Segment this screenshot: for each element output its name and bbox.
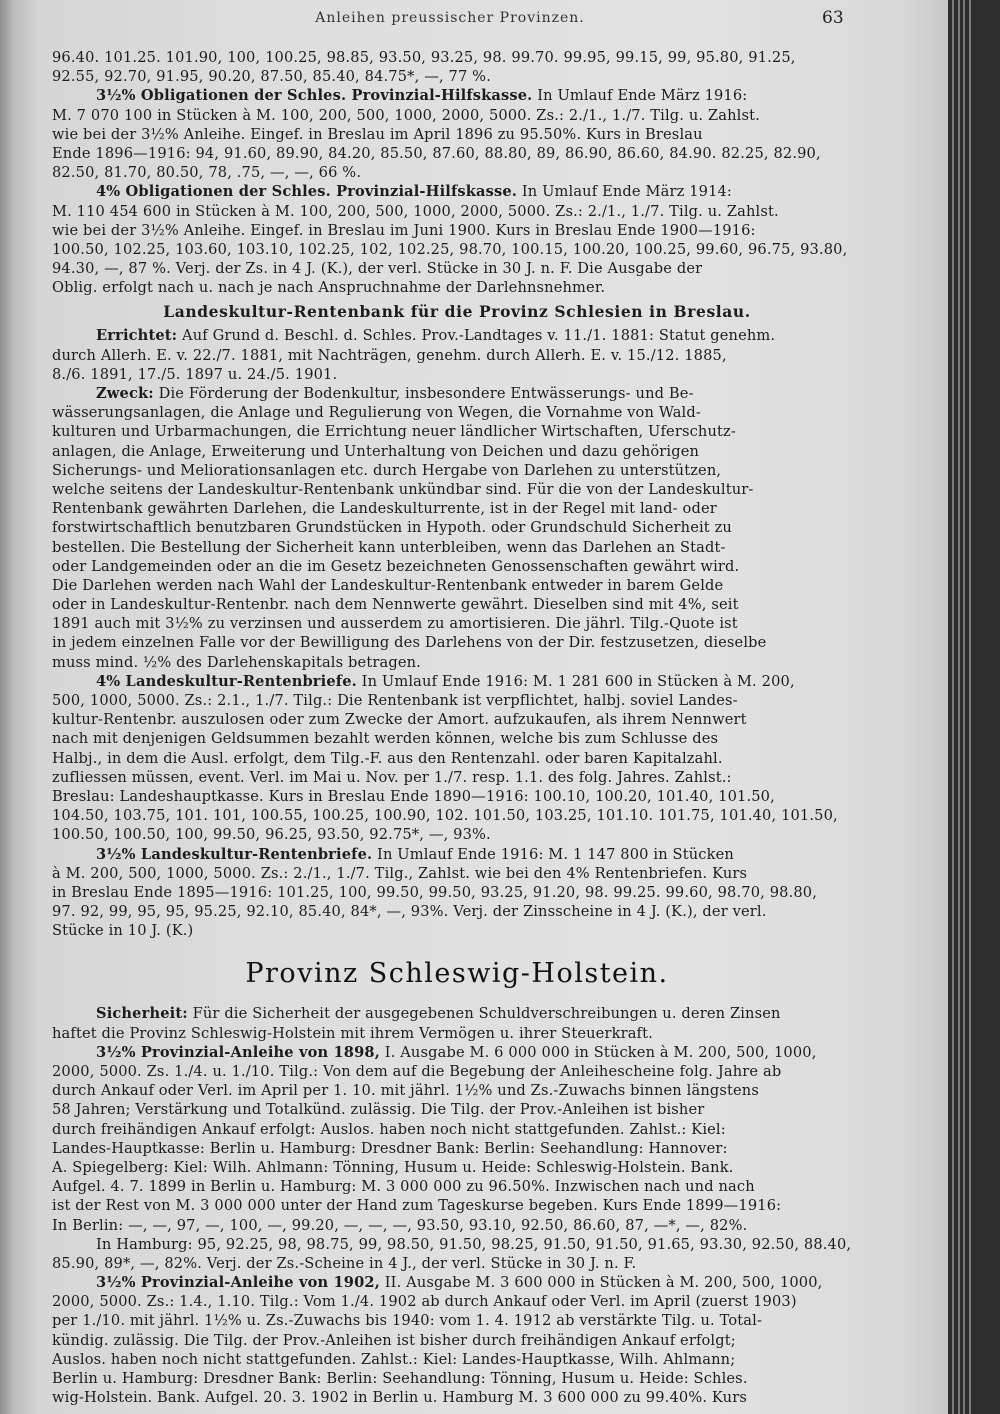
text-line: oder in Landeskultur-Rentenbr. nach dem Nennwerte gewährt. Dieselben sind mit 4%, seit: [52, 596, 739, 614]
text-line: 3½% Obligationen der Schles. Provinzial-Hilfskasse. In Umlauf Ende März 1916:: [96, 87, 748, 105]
running-header: Anleihen preussischer Provinzen.: [315, 10, 585, 26]
text-line: haftet die Provinz Schleswig-Holstein mit ihrem Vermögen u. ihrer Steuerkraft.: [52, 1024, 653, 1042]
text-line: wig-Holstein. Bank. Aufgel. 20. 3. 1902 in Berlin u. Hamburg M. 3 600 000 zu 99.40%. Kurs: [52, 1389, 747, 1407]
text-line: zufliessen müssen, event. Verl. im Mai u. Nov. per 1./7. resp. 1.1. des folg. Jahres. Zahlst.:: [52, 768, 732, 786]
text-line: welche seitens der Landeskultur-Rentenbank unkündbar sind. Für die von der Landeskultur-: [52, 480, 754, 498]
text-line: 97. 92, 99, 95, 95, 95.25, 92.10, 85.40, 84*, —, 93%. Verj. der Zinsscheine in 4 J. (K.), der verl.: [52, 903, 767, 921]
text-line: 1891 auch mit 3½% zu verzinsen und ausserdem zu amortisieren. Die jährl. Tilg.-Quote ist: [52, 615, 738, 633]
text-line: 4% Obligationen der Schles. Provinzial-Hilfskasse. In Umlauf Ende März 1914:: [96, 183, 732, 201]
text-line: Sicherungs- und Meliorationsanlagen etc. durch Hergabe von Darlehen zu unterstützen,: [52, 461, 722, 479]
text-line: à M. 200, 500, 1000, 5000. Zs.: 2./1., 1./7. Tilg., Zahlst. wie bei den 4% Rentenbriefen. Kurs: [52, 864, 748, 882]
heading-obligationen-35: 3½% Obligationen der Schles. Provinzial-Hilfskasse.: [96, 87, 533, 105]
text-line: bestellen. Die Bestellung der Sicherheit kann unterbleiben, wenn das Darlehen an Stadt-: [52, 538, 726, 556]
text-line: 96.40. 101.25. 101.90, 100, 100.25, 98.85, 93.50, 93.25, 98. 99.70. 99.95, 99.15, 99, 95.80, 91.25,: [52, 49, 796, 66]
text-line: A. Spiegelberg: Kiel: Wilh. Ahlmann: Tönning, Husum u. Heide: Schleswig-Holstein. Bank.: [52, 1158, 734, 1176]
text-line: Stücke in 10 J. (K.): [52, 922, 194, 940]
text-line: Oblig. erfolgt nach u. nach je nach Anspruchnahme der Darlehnsnehmer.: [52, 279, 606, 297]
text-line: 94.30, —, 87 %. Verj. der Zs. in 4 J. (K.), der verl. Stücke in 30 J. n. F. Die Ausgabe der: [52, 260, 703, 278]
text-line: muss mind. ½% des Darlehenskapitals betragen.: [52, 653, 421, 671]
section-title-landeskultur: Landeskultur-Rentenbank für die Provinz Schlesien in Breslau.: [163, 302, 751, 322]
text-line: In Berlin: —, —, 97, —, 100, —, 99.20, —, —, —, 93.50, 93.10, 92.50, 86.60, 87, —*, —, 82%.: [52, 1216, 748, 1234]
text-line: durch Ankauf oder Verl. im April per 1. 10. mit jährl. 1½% und Zs.-Zuwachs binnen längstens: [52, 1082, 759, 1100]
text-line: 2000, 5000. Zs.: 1.4., 1.10. Tilg.: Vom 1./4. 1902 ab durch Ankauf oder Verl. im April (zuerst 1903): [52, 1293, 797, 1311]
text-line: 3½% Landeskultur-Rentenbriefe. In Umlauf Ende 1916: M. 1 147 800 in Stücken: [96, 845, 734, 863]
heading-anleihe-1898: 3½% Provinzial-Anleihe von 1898,: [96, 1043, 380, 1061]
text-line: in jedem einzelnen Falle vor der Bewilligung des Darlehens von der Dir. festzusetzen, dieselbe: [52, 634, 767, 652]
text-line: in Breslau Ende 1895—1916: 101.25, 100, 99.50, 99.50, 93.25, 91.20, 98. 99.25. 99.60, 98.70, 98.80,: [52, 883, 818, 901]
text-line: Berlin u. Hamburg: Dresdner Bank: Berlin: Seehandlung: Tönning, Husum u. Heide: Schles.: [52, 1370, 748, 1387]
text-line: Breslau: Landeshauptkasse. Kurs in Breslau Ende 1890—1916: 100.10, 100.20, 101.40, 101.50,: [52, 787, 775, 805]
text-line: oder Landgemeinden oder an die im Gesetz bezeichneten Genossenschaften gewährt wird.: [52, 557, 740, 575]
text-line: 8./6. 1891, 17./5. 1897 u. 24./5. 1901.: [52, 365, 338, 383]
text-line: Ende 1896—1916: 94, 91.60, 89.90, 84.20, 85.50, 87.60, 88.80, 89, 86.90, 86.60, 84.90. 82.25, 82.90,: [52, 144, 821, 162]
text-line: 500, 1000, 5000. Zs.: 2.1., 1./7. Tilg.: Die Rentenbank ist verpflichtet, halbj. soviel Landes-: [52, 692, 738, 709]
text-line: 2000, 5000. Zs. 1./4. u. 1./10. Tilg.: Von dem auf die Begebung der Anleihescheine folg. Jahre ab: [52, 1063, 782, 1080]
text-line: Auslos. haben noch nicht stattgefunden. Zahlst.: Kiel: Landes-Hauptkasse, Wilh. Ahlmann;: [52, 1350, 736, 1368]
text-line: Errichtet: Auf Grund d. Beschl. d. Schles. Prov.-Landtages v. 11./1. 1881: Statut genehm.: [96, 327, 776, 345]
text-line: Aufgel. 4. 7. 1899 in Berlin u. Hamburg: M. 3 000 000 zu 96.50%. Inzwischen nach und nach: [52, 1178, 755, 1196]
section-title-schleswig-holstein: Provinz Schleswig-Holstein.: [245, 958, 669, 990]
text-line: wässerungsanlagen, die Anlage und Regulierung von Wegen, die Vornahme von Wald-: [52, 404, 701, 422]
page-edge: [958, 0, 960, 1414]
text-line: Landes-Hauptkasse: Berlin u. Hamburg: Dresdner Bank: Berlin: Seehandlung: Hannover:: [52, 1139, 728, 1157]
text-line: Sicherheit: Für die Sicherheit der ausgegebenen Schuldverschreibungen u. deren Zinsen: [96, 1005, 781, 1023]
text-line: kulturen und Urbarmachungen, die Errichtung neuer ländlicher Wirtschaften, Uferschutz-: [52, 423, 736, 441]
text-line: ist der Rest von M. 3 000 000 unter der Hand zum Tageskurse begeben. Kurs Ende 1899—1916:: [52, 1197, 782, 1215]
text-line: M. 110 454 600 in Stücken à M. 100, 200, 500, 1000, 2000, 5000. Zs.: 2./1., 1./7. Tilg. u. Zahlst.: [52, 202, 779, 220]
text-line: 3½% Provinzial-Anleihe von 1902, II. Ausgabe M. 3 600 000 in Stücken à M. 200, 500, 1000,: [96, 1274, 823, 1292]
text-line: Halbj., in dem die Ausl. erfolgt, dem Tilg.-F. aus den Rentenzahl. oder baren Kapitalzahl.: [52, 749, 723, 767]
text-line: kündig. zulässig. Die Tilg. der Prov.-Anleihen ist bisher durch freihändigen Ankauf erfolgt;: [52, 1331, 736, 1349]
label-zweck: Zweck:: [96, 385, 154, 402]
text-body: [52, 48, 862, 1407]
page-edge: [963, 0, 965, 1414]
text-line: 58 Jahren; Verstärkung und Totalkünd. zulässig. Die Tilg. der Prov.-Anleihen ist bisher: [52, 1101, 705, 1119]
text-line: In Hamburg: 95, 92.25, 98, 98.75, 99, 98.50, 91.50, 98.25, 91.50, 91.50, 91.65, 93.30, 92.50, 88.40,: [96, 1235, 852, 1253]
label-sicherheit: Sicherheit:: [96, 1005, 188, 1023]
text-line: 85.90, 89*, —, 82%. Verj. der Zs.-Scheine in 4 J., der verl. Stücke in 30 J. n. F.: [52, 1254, 637, 1272]
text-line: wie bei der 3½% Anleihe. Eingef. in Breslau im April 1896 zu 95.50%. Kurs in Breslau: [52, 125, 703, 143]
text-line: 100.50, 102.25, 103.60, 103.10, 102.25, 102, 102.25, 98.70, 100.15, 100.20, 100.25, 99.60, 96.75, 93.80,: [52, 240, 848, 258]
label-errichtet: Errichtet:: [96, 327, 178, 345]
text-line: M. 7 070 100 in Stücken à M. 100, 200, 500, 1000, 2000, 5000. Zs.: 2./1., 1./7. Tilg. u. Zahlst.: [52, 106, 760, 124]
text-line: forstwirtschaftlich benutzbaren Grundstücken in Hypoth. oder Grundschuld Sicherheit zu: [52, 519, 732, 537]
text-line: 3½% Provinzial-Anleihe von 1898, I. Ausgabe M. 6 000 000 in Stücken à M. 200, 500, 1000,: [96, 1043, 817, 1061]
text-line: kultur-Rentenbr. auszulosen oder zum Zwecke der Amort. aufzukaufen, als ihrem Nennwert: [52, 711, 747, 729]
text-line: Die Darlehen werden nach Wahl der Landeskultur-Rentenbank entweder in barem Gelde: [52, 576, 724, 594]
text-line: durch Allerh. E. v. 22./7. 1881, mit Nachträgen, genehm. durch Allerh. E. v. 15./12. 1885,: [52, 346, 727, 364]
heading-rentenbriefe-35: 3½% Landeskultur-Rentenbriefe.: [96, 845, 373, 863]
text-line: 4% Landeskultur-Rentenbriefe. In Umlauf Ende 1916: M. 1 281 600 in Stücken à M. 200,: [96, 672, 795, 690]
text-line: Zweck: Die Förderung der Bodenkultur, insbesondere Entwässerungs- und Be-: [96, 385, 694, 402]
text-line: Rentenbank gewährten Darlehen, die Landeskulturrente, ist in der Regel mit land- oder: [52, 500, 717, 518]
heading-obligationen-4: 4% Obligationen der Schles. Provinzial-Hilfskasse.: [96, 183, 518, 201]
text-line: 92.55, 92.70, 91.95, 90.20, 87.50, 85.40, 84.75*, —, 77 %.: [52, 68, 491, 86]
text-line: 82.50, 81.70, 80.50, 78, .75, —, —, 66 %.: [52, 164, 362, 182]
page-edge: [969, 0, 971, 1414]
text-line: per 1./10. mit jährl. 1½% u. Zs.-Zuwachs bis 1940: vom 1. 4. 1912 ab verstärkte Tilg. u. Total-: [52, 1312, 763, 1330]
text-line: durch freihändigen Ankauf erfolgt: Auslos. haben noch nicht stattgefunden. Zahlst.: Kiel:: [52, 1120, 726, 1138]
page-number: 63: [822, 8, 844, 28]
heading-anleihe-1902: 3½% Provinzial-Anleihe von 1902,: [96, 1274, 380, 1292]
text-line: anlagen, die Anlage, Erweiterung und Unterhaltung von Deichen und dazu gehörigen: [52, 442, 700, 460]
text-line: wie bei der 3½% Anleihe. Eingef. in Breslau im Juni 1900. Kurs in Breslau Ende 1900—1916:: [52, 221, 756, 239]
text-line: nach mit denjenigen Geldsummen bezahlt werden können, welche bis zum Schlusse des: [52, 730, 719, 748]
heading-rentenbriefe-4: 4% Landeskultur-Rentenbriefe.: [96, 672, 357, 690]
text-line: 100.50, 100.50, 100, 99.50, 96.25, 93.50, 92.75*, —, 93%.: [52, 826, 491, 844]
page-edge: [952, 0, 954, 1414]
text-line: 104.50, 103.75, 101. 101, 100.55, 100.25, 100.90, 102. 101.50, 103.25, 101.10. 101.75, 101.40, 101.50,: [52, 807, 838, 825]
